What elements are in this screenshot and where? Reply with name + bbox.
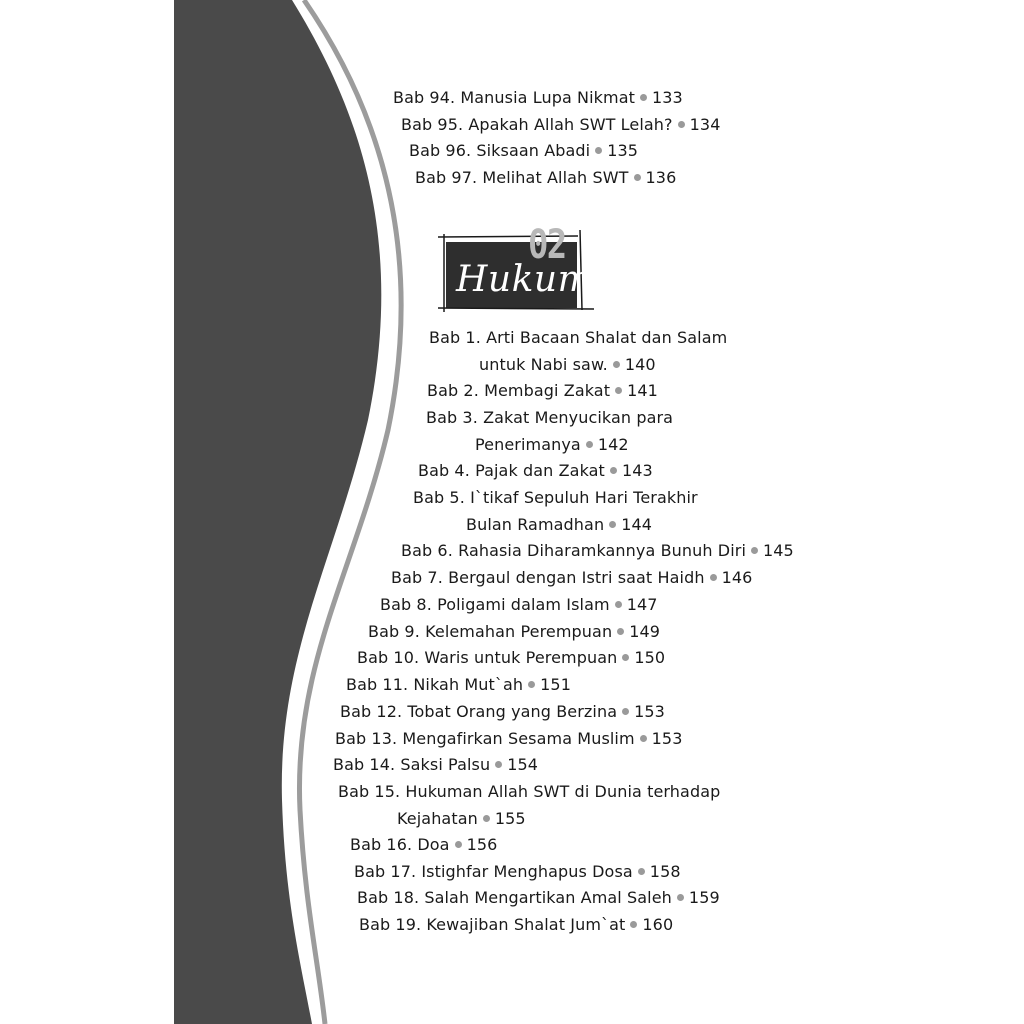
bullet-icon [613,361,620,368]
bullet-icon [640,94,647,101]
toc-entry [333,755,538,775]
chapter-badge [438,224,598,320]
toc-entry-continuation [397,809,526,829]
entry-title: Bab 6. Rahasia Diharamkannya Bunuh Diri [401,541,746,560]
entry-title: Bab 14. Saksi Palsu [333,755,491,774]
entry-page: 147 [626,595,658,614]
entry-page: 153 [634,702,665,721]
toc-entry [427,381,658,401]
toc-entry [393,88,683,108]
entry-page: 155 [494,809,526,828]
bullet-icon [610,467,617,474]
bullet-icon [678,121,685,128]
toc-entry [368,622,660,642]
toc-entry [357,648,665,668]
entry-title: Bab 13. Mengafirkan Sesama Muslim [335,729,635,748]
toc-entry [354,862,681,882]
bullet-icon [483,815,490,822]
chapter-title: Hukum [456,259,593,300]
entry-title: Kejahatan [397,809,478,828]
bullet-icon [528,681,535,688]
toc-entry [413,488,698,508]
entry-page: 146 [721,568,753,587]
bullet-icon [615,387,622,394]
toc-entry [429,328,727,348]
entry-title: Bab 95. Apakah Allah SWT Lelah? [401,115,673,134]
bullet-icon [630,921,637,928]
bullet-icon [617,628,624,635]
entry-title: Bab 10. Waris untuk Perempuan [357,648,618,667]
entry-title: Bab 16. Doa [350,835,450,854]
toc-entry [357,888,720,908]
dark-side-panel [174,0,381,1024]
bullet-icon [677,894,684,901]
bullet-icon [586,441,593,448]
toc-entry-continuation [475,435,629,455]
entry-title: Bab 2. Membagi Zakat [427,381,611,400]
toc-entry [426,408,673,428]
entry-page: 142 [597,435,629,454]
entry-title: Bab 9. Kelemahan Perempuan [368,622,613,641]
entry-page: 136 [645,168,677,187]
toc-entry [409,141,638,161]
bullet-icon [638,868,645,875]
entry-page: 134 [689,115,721,134]
entry-title: Bab 18. Salah Mengartikan Amal Saleh [357,888,672,907]
toc-entry [346,675,571,695]
toc-entry [335,729,683,749]
entry-page: 140 [624,355,656,374]
entry-title: Penerimanya [475,435,581,454]
bullet-icon [710,574,717,581]
entry-page: 156 [466,835,498,854]
bullet-icon [634,174,641,181]
toc-entry-continuation [466,515,652,535]
toc-entry [391,568,752,588]
toc-entry [338,782,720,802]
chapter-number: 02 [528,222,566,268]
entry-title: Bab 15. Hukuman Allah SWT di Dunia terhadap [338,782,721,801]
toc-entry [359,915,673,935]
entry-title: Bab 19. Kewajiban Shalat Jum`at [359,915,626,934]
entry-page: 143 [621,461,653,480]
entry-page: 144 [621,515,653,534]
toc-entry [401,115,720,135]
entry-title: Bab 5. I`tikaf Sepuluh Hari Terakhir [413,488,698,507]
entry-page: 145 [763,541,794,560]
entry-title: Bab 7. Bergaul dengan Istri saat Haidh [391,568,705,587]
bullet-icon [609,521,616,528]
bullet-icon [495,761,502,768]
entry-title: Bab 3. Zakat Menyucikan para [426,408,674,427]
entry-title: Bab 8. Poligami dalam Islam [380,595,610,614]
toc-entry [418,461,653,481]
entry-title: Bab 11. Nikah Mut`ah [346,675,524,694]
bullet-icon [640,735,647,742]
entry-page: 141 [627,381,658,400]
entry-page: 154 [507,755,539,774]
bullet-icon [615,601,622,608]
entry-page: 133 [651,88,683,107]
entry-title: Bab 1. Arti Bacaan Shalat dan Salam [429,328,728,347]
entry-page: 150 [634,648,666,667]
bullet-icon [751,547,758,554]
entry-title: Bab 17. Istighfar Menghapus Dosa [354,862,633,881]
bullet-icon [595,147,602,154]
entry-page: 158 [649,862,681,881]
bullet-icon [622,708,629,715]
entry-page: 160 [642,915,674,934]
entry-page: 151 [540,675,571,694]
entry-page: 149 [629,622,661,641]
bullet-icon [622,654,629,661]
entry-title: Bulan Ramadhan [466,515,605,534]
entry-page: 135 [607,141,639,160]
entry-title: untuk Nabi saw. [479,355,608,374]
entry-title: Bab 12. Tobat Orang yang Berzina [340,702,618,721]
toc-entry [340,702,665,722]
bullet-icon [455,841,462,848]
entry-title: Bab 96. Siksaan Abadi [409,141,591,160]
toc-entry [401,541,794,561]
toc-entry [380,595,658,615]
entry-title: Bab 94. Manusia Lupa Nikmat [393,88,635,107]
entry-title: Bab 97. Melihat Allah SWT [415,168,629,187]
entry-page: 159 [688,888,720,907]
toc-entry [350,835,497,855]
toc-entry [415,168,676,188]
toc-entry-continuation [479,355,656,375]
entry-page: 153 [651,729,683,748]
entry-title: Bab 4. Pajak dan Zakat [418,461,605,480]
